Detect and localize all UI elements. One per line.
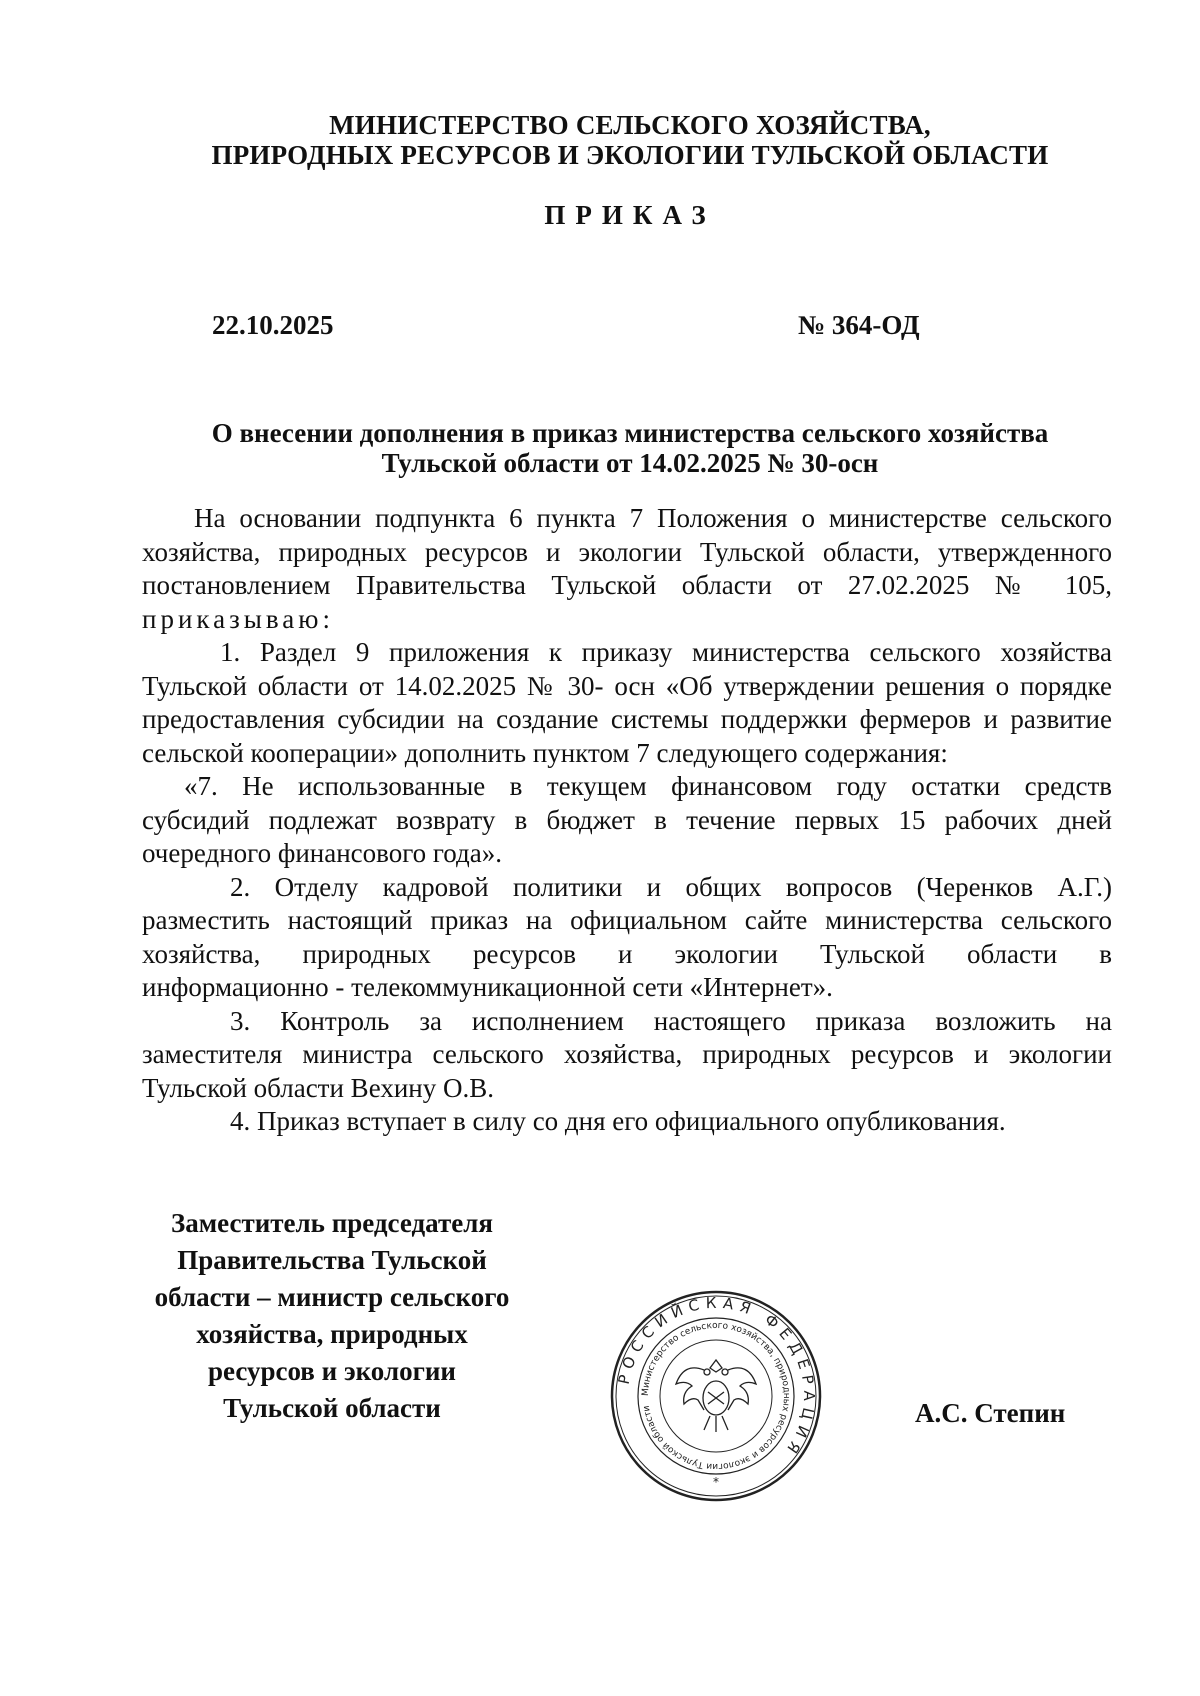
signatory-title-line: ресурсов и экологии xyxy=(208,1356,456,1386)
item2-line: информационно - телекоммуникационной сети «Интернет». xyxy=(142,972,833,1002)
official-seal-stamp xyxy=(608,1288,824,1504)
signatory-title-line: Тульской области xyxy=(223,1393,441,1423)
coat-of-arms-icon xyxy=(676,1360,756,1432)
svg-text:Министерство сельского хозяйст xyxy=(641,1321,791,1471)
doc-type-title: ПРИКАЗ xyxy=(544,200,716,230)
signer-name: А.С. Степин xyxy=(915,1398,1066,1428)
signatory-title-line: хозяйства, природных xyxy=(196,1319,468,1349)
preamble-line: На основании подпункта 6 пункта 7 Положения о министерстве сельского xyxy=(194,503,1112,533)
item3-line: Тульской области Вехину О.В. xyxy=(142,1072,494,1103)
signatory-title-line: Правительства Тульской xyxy=(177,1245,487,1275)
order-word: приказываю: xyxy=(142,603,334,634)
item1-line: предоставления субсидии на создание системы поддержки фермеров и развитие xyxy=(142,704,1112,734)
quote-line: субсидий подлежат возврату в бюджет в течение первых 15 рабочих дней xyxy=(142,804,1112,835)
item2-line: 2. Отделу кадровой политики и общих вопросов (Черенков А.Г.) xyxy=(230,871,1112,902)
body-text xyxy=(142,502,1112,1139)
item1-line: Тульской области от 14.02.2025 № 30- осн «Об утверждении решения о порядке xyxy=(142,670,1112,701)
signatory-title-line: Заместитель председателя xyxy=(171,1208,493,1238)
item4-line: 4. Приказ вступает в силу со дня его официального опубликования. xyxy=(230,1106,1006,1136)
item2-line: разместить настоящий приказ на официальном сайте министерства сельского xyxy=(142,905,1112,935)
doc-number: № 364-ОД xyxy=(798,310,920,340)
doc-date: 22.10.2025 xyxy=(212,310,334,340)
svg-text:*: * xyxy=(713,1475,719,1489)
quote-line: очередного финансового года». xyxy=(142,838,502,868)
org-name-line2: ПРИРОДНЫХ РЕСУРСОВ И ЭКОЛОГИИ ТУЛЬСКОЙ ОБЛАСТИ xyxy=(211,140,1049,170)
seal-outer-text: РОССИЙСКАЯ ФЕДЕРАЦИЯ xyxy=(614,1293,819,1462)
signatory-title xyxy=(132,1205,532,1427)
org-name-line1: МИНИСТЕРСТВО СЕЛЬСКОГО ХОЗЯЙСТВА, xyxy=(329,110,931,140)
subject-line2: Тульской области от 14.02.2025 № 30-осн xyxy=(381,448,879,478)
preamble-line: постановлением Правительства Тульской области от 27.02.2025 № 105, xyxy=(142,570,1112,600)
subject-line1: О внесении дополнения в приказ министерства сельского хозяйства xyxy=(211,418,1049,448)
item3-line: заместителя министра сельского хозяйства, природных ресурсов и экологии xyxy=(142,1039,1112,1069)
item1-line: сельской кооперации» дополнить пунктом 7 следующего содержания: xyxy=(142,737,948,768)
seal-inner-text: Министерство сельского хозяйства, природных ресурсов и экологии Тульской области xyxy=(640,1320,792,1472)
preamble-line: хозяйства, природных ресурсов и экологии Тульской области, утвержденного xyxy=(142,536,1112,567)
item3-line: 3. Контроль за исполнением настоящего приказа возложить на xyxy=(230,1005,1112,1036)
item2-line: хозяйства, природных ресурсов и экологии Тульской области в xyxy=(142,938,1112,969)
item1-line: 1. Раздел 9 приложения к приказу министерства сельского хозяйства xyxy=(220,637,1112,667)
signatory-title-line: области – министр сельского xyxy=(154,1282,510,1312)
quote-line: «7. Не использованные в текущем финансовом году остатки средств xyxy=(184,771,1112,801)
